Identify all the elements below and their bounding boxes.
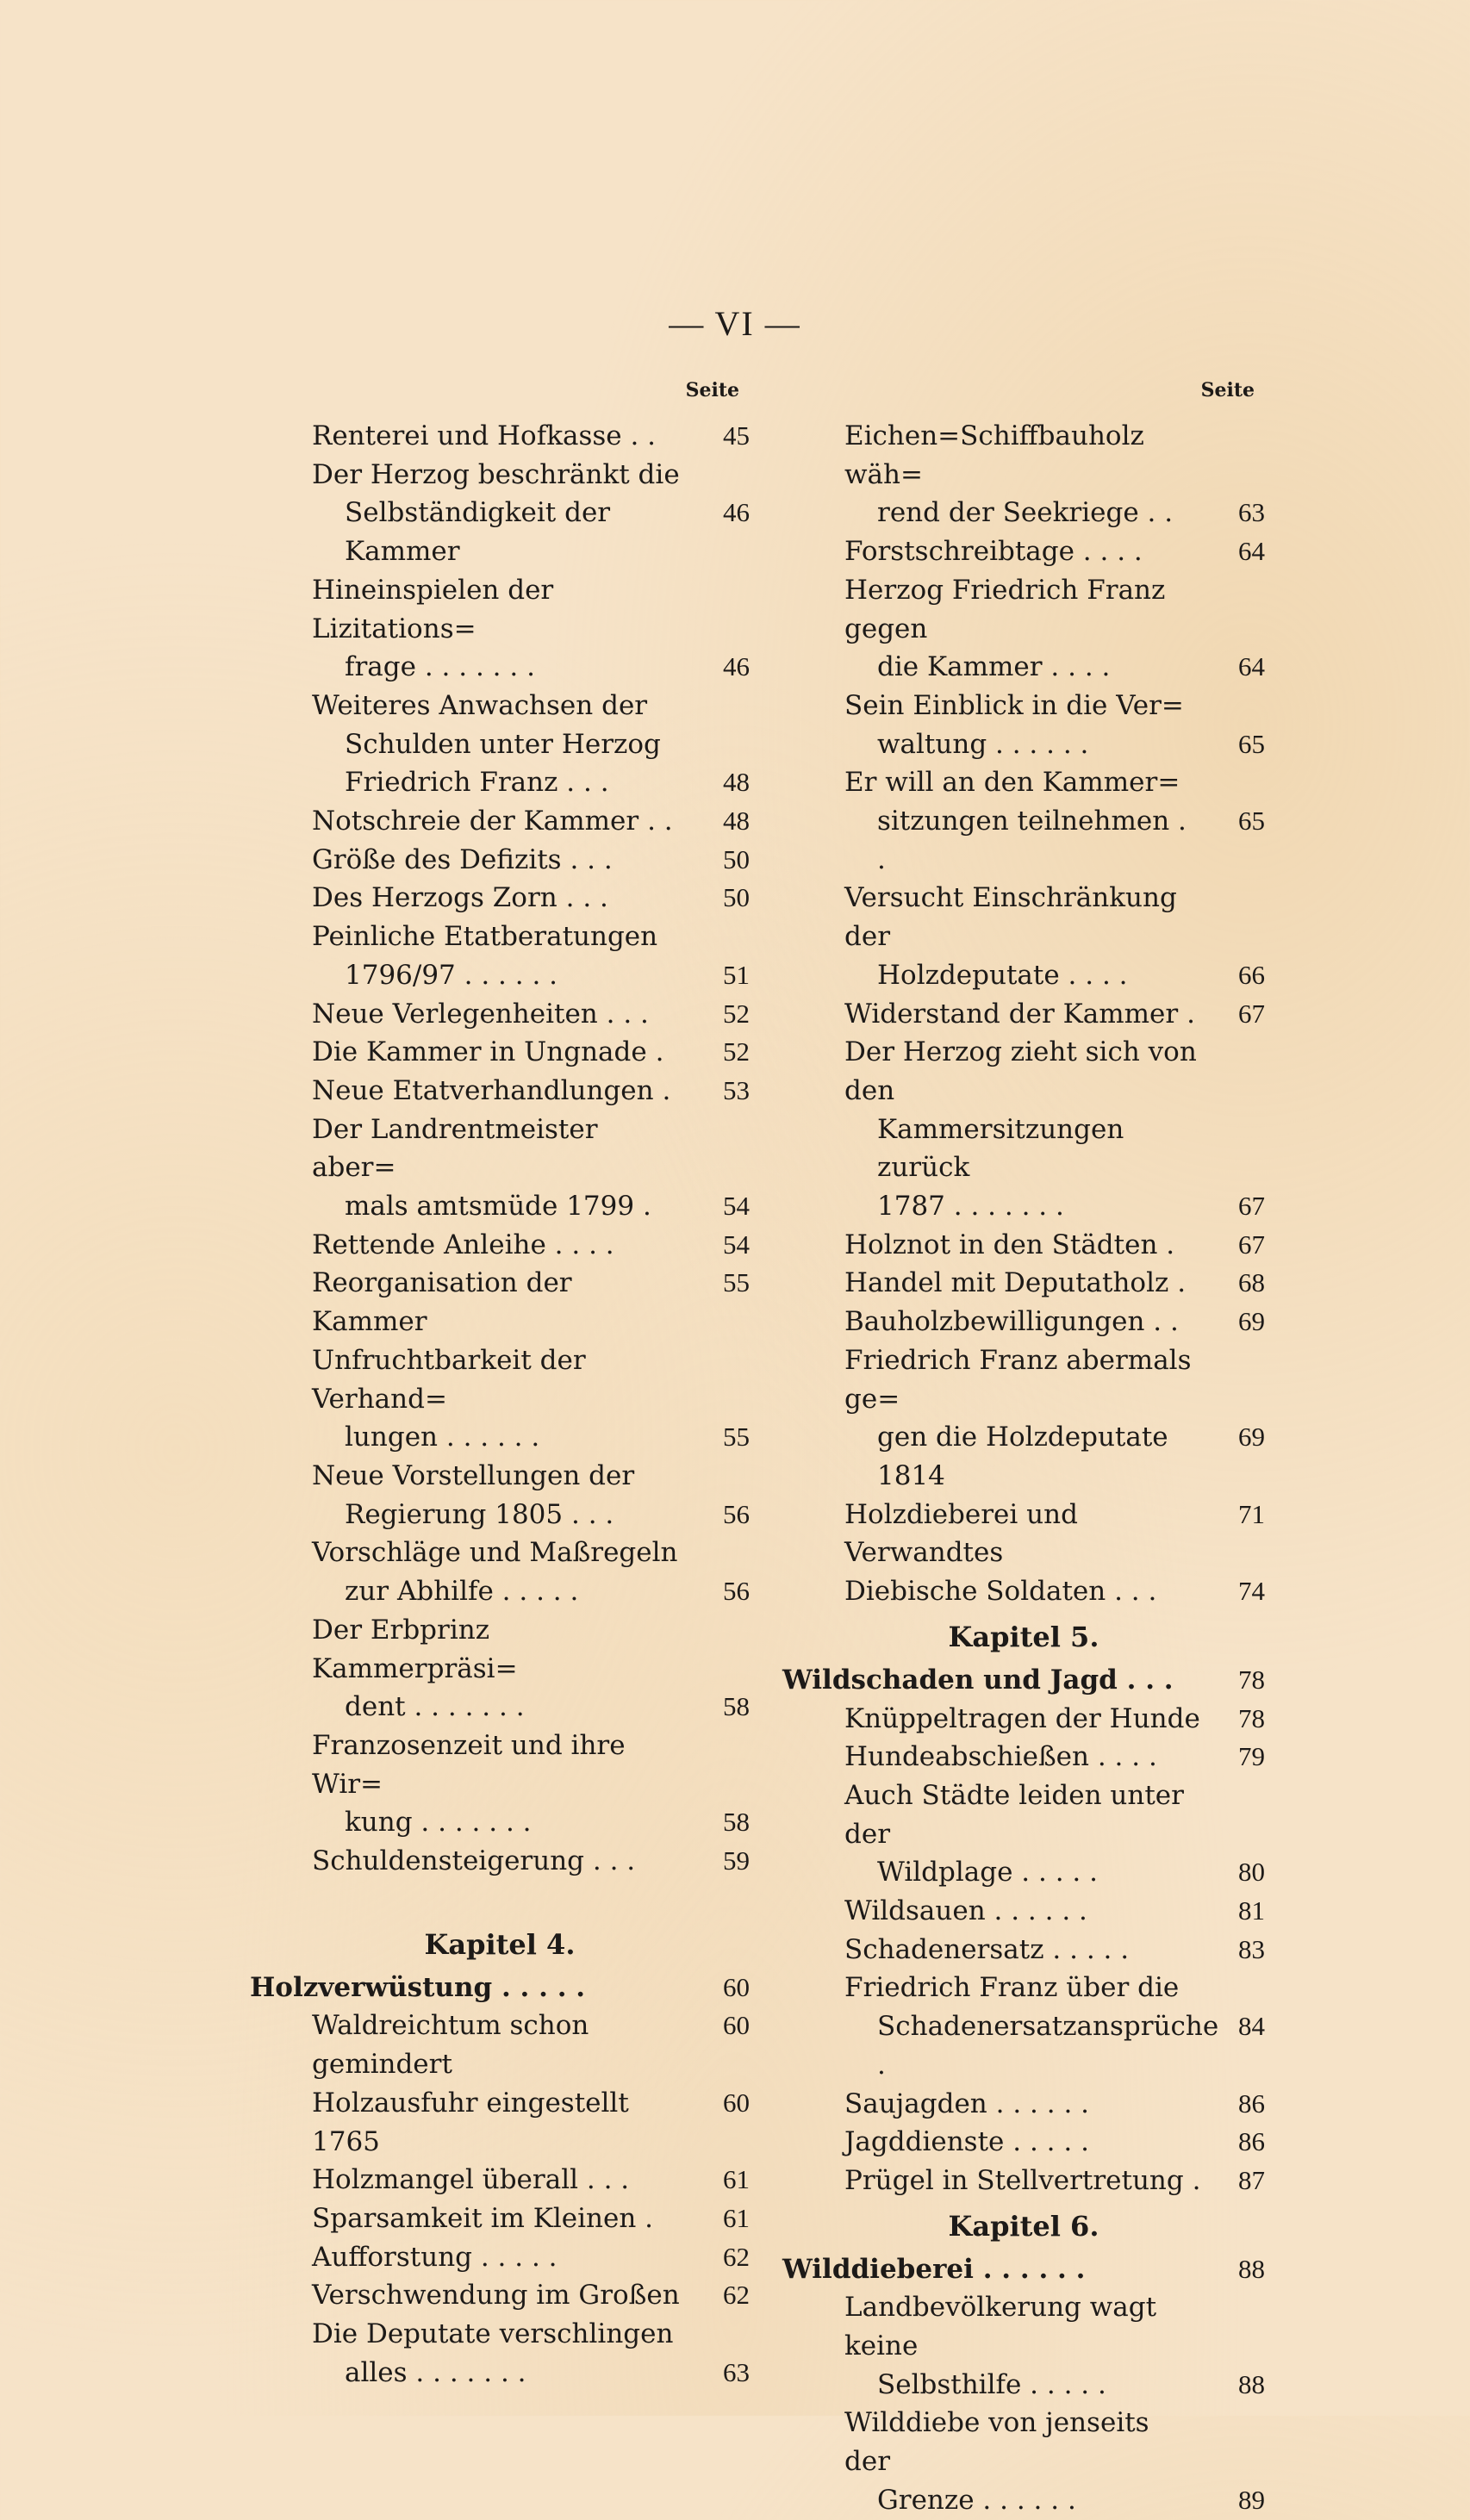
toc-page-number: 53 [723,1074,750,1105]
toc-entry-title: Der Herzog zieht sich von den [844,1036,1197,1106]
toc-line [312,918,750,956]
toc-entry-title: Schadenersatz . . . . . [844,1933,1130,1965]
toc-line [312,1496,750,1534]
toc-entry-title: die Kammer . . . . [877,651,1111,683]
toc-page-number: 78 [1238,1702,1265,1733]
toc-line [312,1803,750,1842]
toc-line [844,2366,1265,2405]
toc-entry-title: Selbsthilfe . . . . . [877,2368,1106,2400]
toc-entry-title: Der Herzog beschränkt die [312,458,680,490]
toc-entry-title: Neue Etatverhandlungen . [312,1074,671,1106]
toc-line [844,417,1265,494]
toc-page-number: 62 [723,2241,750,2272]
toc-entry [250,571,750,687]
toc-entry-title: zur Abhilfe . . . . . [345,1576,579,1608]
toc-entry-title: Schuldensteigerung . . . [312,1845,636,1877]
toc-page-number: 84 [1238,2011,1265,2042]
toc-line [844,648,1265,687]
toc-entry-title: Neue Verlegenheiten . . . [312,998,649,1030]
toc-entry-title: Landbevölkerung wagt keine [844,2292,1157,2362]
toc-line [844,1892,1265,1931]
toc-entry-title: Hineinspielen der Lizitations= [312,574,554,644]
toc-entry [250,1072,750,1111]
toc-page-number: 68 [1238,1267,1265,1298]
toc-entry-title: Sparsamkeit im Kleinen . [312,2202,654,2234]
toc-line [844,1226,1265,1265]
toc-page-number: 46 [723,651,750,682]
toc-line [844,2288,1265,2365]
toc-entry-title: Holzausfuhr eingestellt 1765 [312,2087,629,2157]
toc-line [844,2007,1265,2084]
toc-page-number [1203,763,1265,802]
toc-page-number: 69 [1238,1306,1265,1337]
toc-entry-title: Prügel in Stellvertretung . [844,2164,1201,2196]
toc-page-number: 60 [723,2010,750,2041]
toc-entry-title: Wilddieberei . . . . . . [782,2253,1086,2285]
toc-entry-title: Aufforstung . . . . . [312,2241,557,2273]
toc-entry-title: Der Landrentmeister aber= [312,1113,598,1184]
toc-page-number: 58 [723,1691,750,1722]
toc-page-number: 64 [1238,651,1265,682]
toc-entry-title: Schadenersatzansprüche . [877,2011,1219,2081]
toc-page-number: 65 [1238,728,1265,759]
toc-entry [782,2123,1265,2162]
toc-line [312,1226,750,1265]
toc-entry [782,1572,1265,1611]
toc-line [844,1572,1265,1611]
toc-page-number: 64 [1238,536,1265,567]
toc-line [844,1264,1265,1303]
toc-entry-title: alles . . . . . . . [345,2356,526,2388]
toc-entry-title: Grenze . . . . . . [877,2484,1076,2516]
toc-entry [250,2161,750,2200]
toc-page-number: 50 [723,882,750,913]
toc-page-number: 71 [1238,1498,1265,1529]
toc-page-number [1203,417,1265,494]
toc-line [844,1111,1265,1187]
toc-page-number: 87 [1238,2164,1265,2195]
toc-entry [250,2200,750,2238]
toc-entry-title: Weiteres Anwachsen der [312,689,648,721]
toc-line [312,2238,750,2277]
toc-line [782,2250,1265,2289]
toc-entry-title: Holzdeputate . . . . [877,959,1128,991]
toc-line [312,456,750,495]
toc-entry [250,879,750,918]
toc-page-number: 83 [1238,1933,1265,1964]
toc-entry [782,879,1265,994]
toc-line [312,2354,750,2392]
toc-line [312,494,750,570]
toc-line [312,2200,750,2238]
chapter-heading: Kapitel 6. [948,2209,1099,2243]
toc-line [844,1187,1265,1226]
toc-entry-title: Er will an den Kammer= [844,767,1180,799]
toc-line [312,1264,750,1341]
toc-entry [250,2084,750,2161]
toc-entry [782,1969,1265,2084]
toc-line [312,687,750,725]
toc-line [312,648,750,687]
toc-line [312,841,750,880]
toc-entry [782,1033,1265,1226]
toc-entry-title: Auch Städte leiden unter der [844,1779,1184,1850]
toc-entry-title: Diebische Soldaten . . . [844,1576,1157,1608]
toc-line [844,2123,1265,2162]
toc-entry-title: Wildschaden und Jagd . . . [782,1664,1174,1696]
toc-line [844,802,1265,879]
toc-entry-title: Friedrich Franz über die [844,1972,1180,2004]
toc-page-number [688,1111,750,1187]
toc-entry [250,1111,750,1226]
toc-entry [250,417,750,456]
toc-line [782,1661,1265,1700]
toc-line [312,1842,750,1881]
toc-line [312,571,750,648]
toc-entry-title: Franzosenzeit und ihre Wir= [312,1729,626,1800]
toc-line [844,1853,1265,1892]
toc-page-number: 66 [1238,959,1265,990]
page-number: — VI — [669,304,801,343]
toc-page-number: 56 [723,1498,750,1529]
toc-entry [250,456,750,571]
toc-line [844,687,1265,725]
toc-page-number [688,2315,750,2354]
toc-entry-title: Bauholzbewilligungen . . [844,1306,1179,1338]
toc-entry [250,1226,750,1265]
toc-entry-title: sitzungen teilnehmen . . [877,806,1187,875]
toc-entry [250,2315,750,2392]
toc-line [312,802,750,841]
toc-page-number: 59 [723,1845,750,1876]
toc-page-number [1203,1111,1265,1187]
toc-line [312,2315,750,2354]
toc-page-number: 74 [1238,1576,1265,1607]
toc-line [312,1033,750,1072]
toc-page-number: 65 [1238,806,1265,837]
toc-entry-title: Die Deputate verschlingen [312,2318,674,2350]
toc-line [844,1776,1265,1853]
toc-line [844,763,1265,802]
toc-entry-title: Holzmangel überall . . . [312,2164,630,2196]
toc-entry-title: Reorganisation der Kammer [312,1267,572,1338]
toc-entry [782,2085,1265,2124]
toc-line [250,1969,750,2007]
toc-entry-title: Knüppeltragen der Hunde [844,1702,1200,1734]
toc-page-number: 79 [1238,1741,1265,1772]
toc-entry-title: Friedrich Franz abermals ge= [844,1344,1192,1415]
toc-entry-title: Neue Vorstellungen der [312,1459,635,1491]
toc-entry-title: Saujagden . . . . . . [844,2088,1090,2119]
toc-line [844,1496,1265,1572]
toc-entry-title: Der Erbprinz Kammerpräsi= [312,1614,518,1684]
toc-chapter-entry [250,1969,750,2007]
toc-page-number [688,918,750,956]
toc-page-number [688,571,750,648]
toc-line [312,2007,750,2083]
toc-page-number: 52 [723,1036,750,1067]
toc-line [844,494,1265,532]
toc-entry [782,2404,1265,2519]
toc-line [312,2161,750,2200]
toc-page-number: 81 [1238,1895,1265,1926]
toc-line [312,417,750,456]
toc-page-number: 54 [723,1229,750,1260]
toc-entry-title: Peinliche Etatberatungen [312,921,658,953]
toc-page-number: 56 [723,1576,750,1607]
toc-line [312,1457,750,1496]
toc-page-number [688,1341,750,1418]
toc-page-number [1203,1969,1265,2007]
toc-entry-title: Friedrich Franz . . . [345,767,609,799]
toc-page-number: 58 [723,1807,750,1838]
toc-line [312,2276,750,2315]
toc-line [844,1033,1265,1110]
toc-line [312,1534,750,1572]
toc-line [312,1611,750,1688]
toc-entry-title: Holznot in den Städten . [844,1229,1175,1260]
toc-entry-title: rend der Seekriege . . [877,497,1174,529]
toc-entry-title: Holzverwüstung . . . . . [250,1971,586,2003]
toc-entry [250,995,750,1034]
toc-entry-title: Regierung 1805 . . . [345,1498,614,1530]
toc-page-number: 55 [723,1267,750,1298]
toc-page-number: 63 [1238,497,1265,528]
toc-entry [250,1457,750,1534]
toc-entry-title: Versucht Einschränkung der [844,882,1177,953]
toc-entry [782,1303,1265,1341]
toc-page-number: 50 [723,843,750,874]
toc-entry-title: Kammersitzungen zurück [877,1113,1124,1184]
toc-entry-title: Wildsauen . . . . . . [844,1895,1087,1927]
toc-entry-title: Eichen=Schiffbauholz wäh= [844,420,1144,490]
toc-entry-title: Rettende Anleihe . . . . [312,1229,614,1260]
toc-entry-title: frage . . . . . . . [345,651,535,683]
toc-line [312,1688,750,1727]
toc-entry [250,2238,750,2277]
toc-line [844,1303,1265,1341]
toc-entry-title: waltung . . . . . . [877,728,1089,760]
toc-page-number: 69 [1238,1422,1265,1453]
toc-line [844,1700,1265,1739]
toc-entry-title: Forstschreibtage . . . . [844,536,1143,568]
toc-page-number [1203,687,1265,725]
toc-page-number: 48 [723,806,750,837]
toc-page-number: 62 [723,2280,750,2311]
toc-entry [250,1611,750,1727]
toc-line [312,879,750,918]
toc-line [844,956,1265,995]
toc-page-number [1203,879,1265,955]
toc-entry [250,1534,750,1610]
toc-entry [782,763,1265,879]
toc-line [844,1341,1265,1418]
toc-line [312,1418,750,1457]
toc-line [312,1727,750,1803]
toc-page-number [688,687,750,725]
toc-line [312,1572,750,1611]
toc-page-number: 51 [723,959,750,990]
toc-entry [782,571,1265,687]
toc-entry [250,2276,750,2315]
toc-page-number: 54 [723,1191,750,1222]
toc-entry-title: dent . . . . . . . [345,1691,525,1723]
toc-line [312,763,750,802]
toc-line [844,2085,1265,2124]
toc-page-number [688,1611,750,1688]
toc-right-column [782,379,1265,2520]
chapter-heading: Kapitel 5. [948,1620,1099,1653]
toc-entry [782,532,1265,571]
toc-line [844,2162,1265,2200]
toc-page-number [688,1534,750,1572]
toc-entry-title: Selbständigkeit der Kammer [345,497,611,568]
toc-page-number: 86 [1238,2126,1265,2157]
toc-line [844,1931,1265,1969]
toc-chapter-entry [782,2250,1265,2289]
toc-entry-title: Handel mit Deputatholz . [844,1267,1187,1299]
toc-page-number: 67 [1238,998,1265,1029]
toc-line [312,1072,750,1111]
toc-entry [782,1700,1265,1739]
toc-entry [250,2007,750,2083]
toc-line [312,1341,750,1418]
toc-page-number [688,456,750,495]
toc-line [844,1738,1265,1776]
toc-entry-title: Die Kammer in Ungnade . [312,1036,664,1068]
toc-page-number [1203,1776,1265,1853]
toc-entry [250,1033,750,1072]
toc-page-number: 61 [723,2202,750,2233]
toc-line [844,1418,1265,1495]
toc-line [312,725,750,764]
toc-entry-title: Hundeabschießen . . . . [844,1741,1157,1773]
toc-entry [782,1738,1265,1776]
toc-line [844,995,1265,1034]
toc-line [844,725,1265,764]
toc-page-number: 63 [723,2356,750,2387]
toc-entry-title: kung . . . . . . . [345,1807,532,1839]
toc-page-number: 67 [1238,1229,1265,1260]
toc-entry-title: Des Herzogs Zorn . . . [312,882,608,914]
toc-line [312,1187,750,1226]
toc-entry-title: 1796/97 . . . . . . [345,959,558,991]
toc-entry-title: Schulden unter Herzog [345,728,661,760]
toc-entry [250,1341,750,1457]
toc-entry [782,1264,1265,1303]
toc-line [312,1111,750,1187]
toc-entry-title: Renterei und Hofkasse . . [312,420,657,451]
toc-page-number [1203,571,1265,648]
toc-entry [250,918,750,994]
toc-entry-title: Sein Einblick in die Ver= [844,689,1184,721]
toc-line [312,995,750,1034]
toc-entry [782,1776,1265,1892]
toc-line [844,879,1265,955]
toc-entry-title: mals amtsmüde 1799 . [345,1191,651,1223]
chapter-heading: Kapitel 4. [424,1927,576,1961]
toc-entry [782,2162,1265,2200]
toc-page-number: 60 [723,2087,750,2118]
toc-page-number: 61 [723,2164,750,2195]
toc-line [844,1969,1265,2007]
toc-page-number: 46 [723,497,750,528]
toc-entry-title: Vorschläge und Maßregeln [312,1537,678,1569]
toc-entry [782,1496,1265,1572]
toc-page-number: 45 [723,420,750,451]
toc-entry [250,1727,750,1842]
toc-page-number [688,1727,750,1803]
toc-page-number: 86 [1238,2088,1265,2119]
toc-line [844,571,1265,648]
toc-entry-title: Holzdieberei und Verwandtes [844,1498,1078,1569]
toc-page-number [1203,2288,1265,2365]
toc-line [844,2481,1265,2520]
toc-entry-title: Größe des Defizits . . . [312,843,613,875]
toc-entry-title: lungen . . . . . . [345,1422,540,1453]
toc-entry [782,995,1265,1034]
toc-line [844,532,1265,571]
toc-chapter-entry [782,1661,1265,1700]
seite-header: Seite [1200,379,1255,401]
toc-entry [782,687,1265,763]
toc-entry-title: Herzog Friedrich Franz gegen [844,574,1166,644]
toc-entry [250,1842,750,1881]
toc-page-number: 88 [1238,2368,1265,2399]
toc-page-number: 88 [1238,2253,1265,2284]
toc-entry [782,2288,1265,2404]
toc-page-number: 55 [723,1422,750,1453]
toc-page-number: 60 [723,1971,750,2002]
toc-page-number [1203,1341,1265,1418]
toc-entry-title: Wildplage . . . . . [877,1857,1098,1888]
toc-page-number: 67 [1238,1191,1265,1222]
toc-page-number: 80 [1238,1857,1265,1888]
toc-entry-title: Waldreichtum schon gemindert [312,2010,589,2081]
toc-entry-title: 1787 . . . . . . . [877,1191,1064,1223]
toc-page-number: 78 [1238,1664,1265,1695]
toc-entry [782,417,1265,532]
seite-header: Seite [685,379,739,401]
toc-page-number: 48 [723,767,750,798]
toc-entry-title: Verschwendung im Großen [312,2280,680,2312]
toc-entry [782,1341,1265,1496]
toc-page-number [688,725,750,764]
toc-page-number [1203,1033,1265,1110]
toc-entry-title: Unfruchtbarkeit der Verhand= [312,1344,586,1415]
toc-entry [250,841,750,880]
toc-entry-title: gen die Holzdeputate 1814 [877,1422,1168,1491]
toc-entry [782,1226,1265,1265]
toc-page-number: 52 [723,998,750,1029]
toc-entry-title: Wilddiebe von jenseits der [844,2407,1149,2478]
toc-entry [782,1931,1265,1969]
toc-entry-title: Jagddienste . . . . . [844,2126,1089,2158]
toc-entry-title: Widerstand der Kammer . [844,998,1195,1030]
toc-left-column [250,379,750,2392]
toc-entry [250,687,750,802]
toc-line [312,2084,750,2161]
toc-page-number [688,1457,750,1496]
toc-page-number: 89 [1238,2484,1265,2515]
toc-entry [250,802,750,841]
toc-entry [250,1264,750,1341]
toc-entry [782,1892,1265,1931]
toc-line [312,956,750,995]
toc-entry-title: Notschreie der Kammer . . [312,806,673,837]
